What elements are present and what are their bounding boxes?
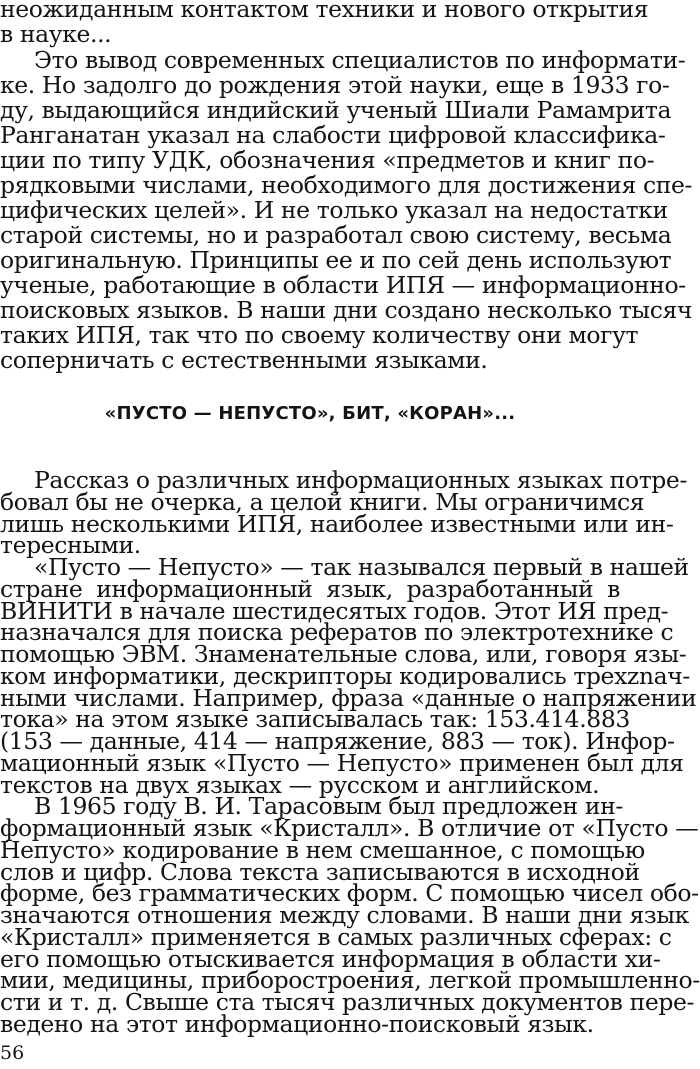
text-line: «Пусто — Непусто» — так назывался первый в нашей: [34, 553, 689, 581]
text-line: (153 — данные, 414 — напряжение, 883 — ток). Инфор-: [0, 727, 675, 755]
text-line: ду, выдающийся индийский ученый Шиали Рамамрита: [0, 96, 672, 124]
text-line: старой системы, но и разработал свою систему, весьма: [0, 221, 672, 249]
text-line: мии, медицины, приборостроения, легкой промышленно-: [0, 966, 700, 994]
text-line: назначался для поиска рефератов по электротехнике с: [0, 618, 674, 646]
text-line: ке. Но задолго до рождения этой науки, еще в 1933 го-: [0, 71, 670, 99]
text-line: в науке...: [0, 20, 112, 48]
text-line: ции по типу УДК, обозначения «предметов и книг по-: [0, 146, 655, 174]
text-line: тересными.: [0, 531, 141, 559]
text-line: тока» на этом языке записывалась так: 153.414.883: [0, 705, 630, 733]
text-line: В 1965 году В. И. Тарасовым был предложен ин-: [34, 792, 623, 820]
text-line: формационный язык «Кристалл». В отличие от «Пусто —: [0, 814, 699, 842]
text-line: Ранганатан указал на слабости цифровой классифика-: [0, 121, 666, 149]
text-line: лишь несколькими ИПЯ, наиболее известными или ин-: [0, 510, 674, 538]
text-line: значаются отношения между словами. В наши дни язык: [0, 901, 689, 929]
text-line: бовал бы не очерка, а целой книги. Мы ограничимся: [0, 488, 645, 516]
page-number: 56: [0, 1042, 25, 1064]
text-line: Непусто» кодирование в нем смешанное, с помощью: [0, 836, 645, 864]
text-line: оригинальную. Принципы ее и по сей день используют: [0, 246, 672, 274]
text-line: цифических целей». И не только указал на недостатки: [0, 196, 668, 224]
text-line: мационный язык «Пусто — Непусто» применен был для: [0, 749, 684, 777]
text-line: ком информатики, дескрипторы кодировались трехznач-: [0, 662, 690, 690]
text-line: сти и т. д. Свыше ста тысяч различных документов пере-: [0, 988, 695, 1016]
text-line: его помощью отыскивается информация в области хи-: [0, 945, 661, 973]
text-line: таких ИПЯ, так что по своему количеству они могут: [0, 321, 639, 349]
text-line: Это вывод современных специалистов по информати-: [34, 46, 686, 74]
text-line: ными числами. Например, фраза «данные о напряжении: [0, 684, 697, 712]
text-line: форме, без грамматических форм. С помощью чисел обо-: [0, 879, 699, 907]
text-line: Рассказ о различных информационных языках потре-: [34, 466, 687, 494]
text-line: неожиданным контактом техники и нового открытия: [0, 0, 649, 23]
text-line: поисковых языков. В наши дни создано несколько тысяч: [0, 296, 693, 324]
text-line: соперничать с естественными языками.: [0, 346, 488, 374]
text-line: рядковыми числами, необходимого для достижения спе-: [0, 171, 693, 199]
text-line: слов и цифр. Слова текста записываются в исходной: [0, 858, 640, 886]
text-line: ученые, работающие в области ИПЯ — информационно-: [0, 271, 686, 299]
text-line: помощью ЭВМ. Знаменательные слова, или, говоря язы-: [0, 640, 687, 668]
text-line: текстов на двух языках — русском и английском.: [0, 771, 600, 799]
text-line: «Кристалл» применяется в самых различных сферах: с: [0, 923, 672, 951]
text-line: ВИНИТИ в начале шестидесятых годов. Этот ИЯ пред-: [0, 597, 669, 625]
text-line: стране информационный язык, разработанный в: [0, 575, 620, 603]
text-line: ведено на этот информационно-поисковый язык.: [0, 1010, 594, 1038]
section-heading: «ПУСТО — НЕПУСТО», БИТ, «КОРАН»...: [104, 403, 516, 424]
